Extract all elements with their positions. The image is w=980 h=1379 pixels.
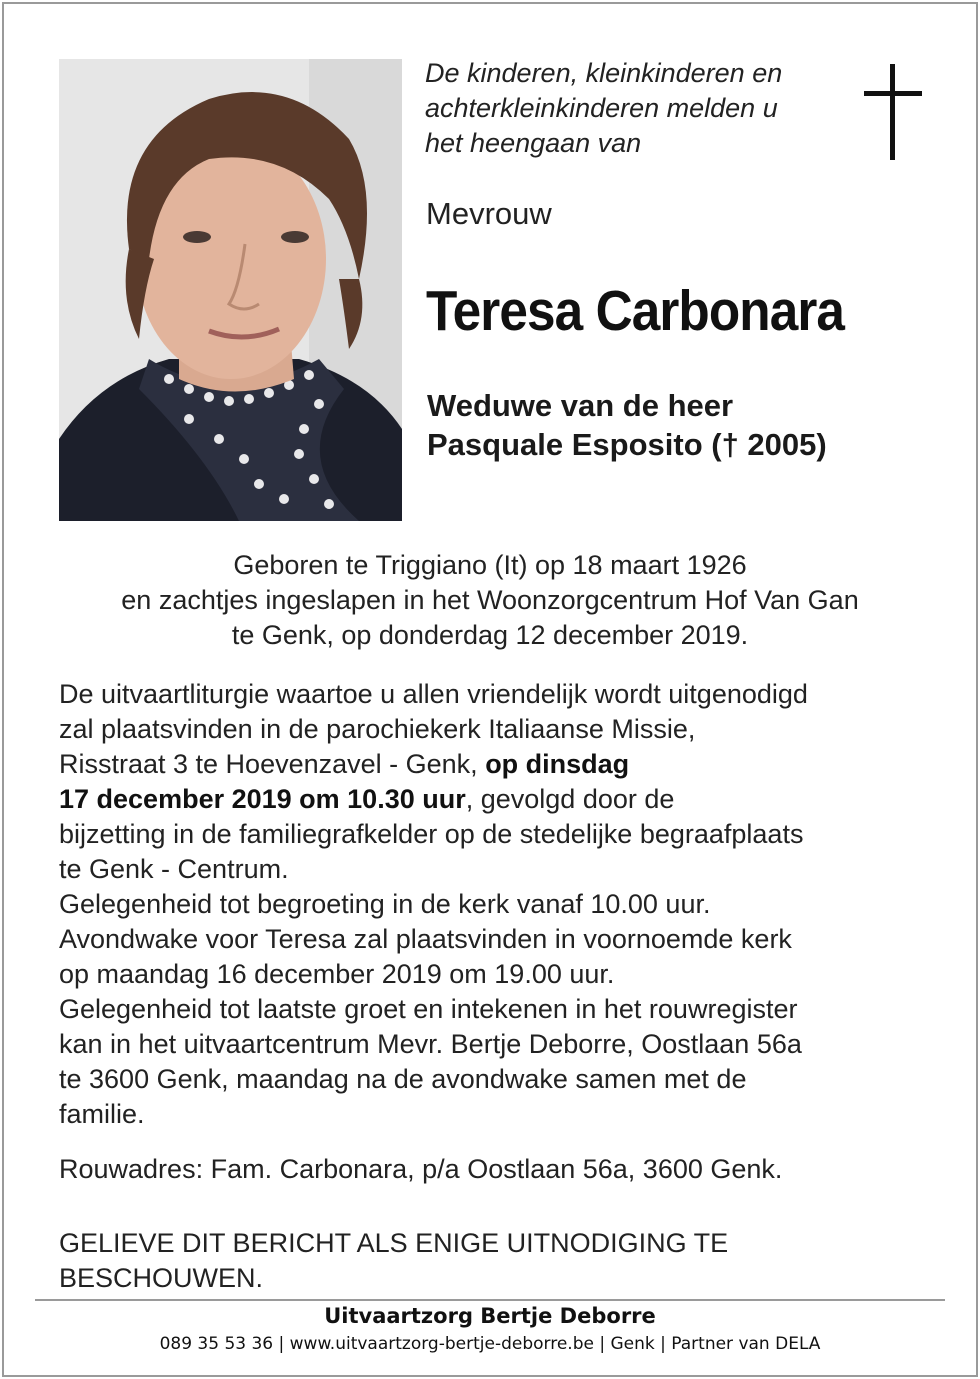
birth-line: te Genk, op donderdag 12 december 2019. xyxy=(231,620,749,650)
intro-line: het heengaan van xyxy=(425,128,642,158)
notice-line: BESCHOUWEN. xyxy=(59,1263,264,1293)
funeral-day: op dinsdag xyxy=(485,749,630,779)
funeral-line: De uitvaartliturgie waartoe u allen vriendelijk wordt uitgenodigd xyxy=(59,679,808,709)
funeral-line: te 3600 Genk, maandag na de avondwake samen met de xyxy=(59,1064,747,1094)
deceased-name: Teresa Carbonara xyxy=(426,279,845,343)
funeral-line: kan in het uitvaartcentrum Mevr. Bertje Deborre, Oostlaan 56a xyxy=(59,1029,802,1059)
funeral-line: te Genk - Centrum. xyxy=(59,854,289,884)
intro-line: achterkleinkinderen melden u xyxy=(425,93,778,123)
portrait-photo xyxy=(59,59,402,521)
birth-death-info xyxy=(40,548,940,653)
funeral-date-time: 17 december 2019 om 10.30 uur xyxy=(59,784,466,814)
widow-of xyxy=(427,386,947,464)
funeral-company-contact: 089 35 53 36 | www.uitvaartzorg-bertje-deborre.be | Genk | Partner van DELA xyxy=(159,1334,821,1354)
funeral-line: bijzetting in de familiegrafkelder op de stedelijke begraafplaats xyxy=(59,819,804,849)
funeral-line: Gelegenheid tot begroeting in de kerk vanaf 10.00 uur. xyxy=(59,889,711,919)
funeral-followup: , gevolgd door de xyxy=(465,784,675,814)
funeral-line: Gelegenheid tot laatste groet en intekenen in het rouwregister xyxy=(59,994,798,1024)
funeral-details xyxy=(59,677,939,1132)
notice-line: GELIEVE DIT BERICHT ALS ENIGE UITNODIGING TE xyxy=(59,1228,729,1258)
birth-line: en zachtjes ingeslapen in het Woonzorgcentrum Hof Van Gan xyxy=(121,585,859,615)
intro-line: De kinderen, kleinkinderen en xyxy=(425,58,783,88)
funeral-address: Risstraat 3 te Hoevenzavel - Genk, xyxy=(59,749,486,779)
birth-line: Geboren te Triggiano (It) op 18 maart 1926 xyxy=(233,550,747,580)
funeral-line: familie. xyxy=(59,1099,145,1129)
funeral-line: op maandag 16 december 2019 om 19.00 uur. xyxy=(59,959,615,989)
cross-icon xyxy=(864,64,922,160)
salutation: Mevrouw xyxy=(426,196,552,231)
widow-line: Pasquale Esposito († 2005) xyxy=(427,427,827,462)
mourning-address: Rouwadres: Fam. Carbonara, p/a Oostlaan 56a, 3600 Genk. xyxy=(59,1154,783,1184)
funeral-company-name: Uitvaartzorg Bertje Deborre xyxy=(324,1304,656,1328)
funeral-line: zal plaatsvinden in de parochiekerk Italiaanse Missie, xyxy=(59,714,696,744)
funeral-line: Avondwake voor Teresa zal plaatsvinden in voornoemde kerk xyxy=(59,924,792,954)
announcement-intro xyxy=(425,56,855,161)
widow-line: Weduwe van de heer xyxy=(427,388,734,423)
funeral-line xyxy=(59,782,939,817)
footer-divider xyxy=(35,1299,945,1301)
funeral-line xyxy=(59,747,939,782)
invitation-notice xyxy=(59,1226,859,1296)
